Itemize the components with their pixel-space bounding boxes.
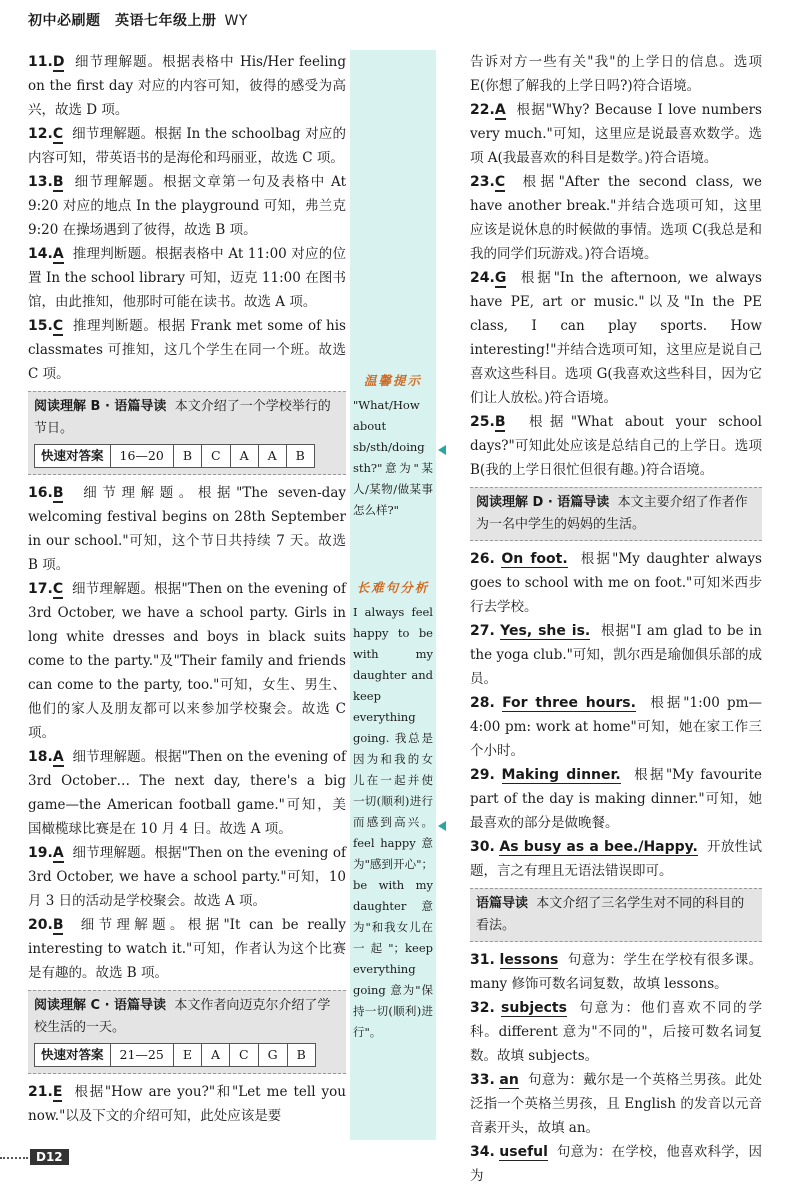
left-column [28,50,346,1128]
page-number: D12 [30,1149,69,1165]
answer-letter: A [52,845,64,861]
answer-letter: A [494,102,506,118]
quick-answer-table-b: 快速对答案 16—20 B C A A B [34,444,315,468]
analysis-text: I always feel happy to be with my daughter and keep everything going. 我总是因为和我的女儿在一起并使一切(顺利)进行而感到高兴。feel happy 意为"感到开心"；be with my daughter 意为"和我女儿在一起"；keep everything going 意为"保持一切(顺利)进行"。 [353,605,433,1039]
answer-letter: G [494,270,507,286]
pointer-arrow-icon [438,445,446,455]
section-reading-b: 阅读理解 B · 语篇导读 本文介绍了一个学校举行的节日。 快速对答案 16—20 B C A A B [28,391,346,475]
answer-letter: A [52,246,64,262]
answer-17: 17.C 细节理解题。根据"Then on the evening of 3rd October, we have a school party. Girls in long white dresses and boys in black suits come to the party."及"Their family and friends can come to the party, too."可知，女生、男生、他们的家人及朋友都可以来参加学校聚会。故选 C 项。 [28,581,346,741]
answer-24: 24.G 根据"In the afternoon, we always have PE, art or music."以及"In the PE class, I can play sports. How interesting!"并结合选项可知，这里应是说自己喜欢这些科目。选项 G(我喜欢这些科目，因为它们让人放松。)符合语境。 [470,270,762,406]
answer-letter: B [52,917,64,933]
answer-letter: C [494,174,506,190]
answer-26: 26. On foot. 根据"My daughter always goes to school with me on foot."可知米西步行去学校。 [470,551,762,615]
sidebar-notes [350,50,436,1140]
answer-18: 18.A 细节理解题。根据"Then on the evening of 3rd October… The next day, there's a big game—the American football game."可知，美国橄榄球比赛是在 10 月 4 日。故选 A 项。 [28,749,346,837]
answer-word: useful [499,1144,548,1160]
answer-13: 13.B 细节理解题。根据文章第一句及表格中 At 9:20 对应的地点 In the playground 可知，弗兰克 9:20 在操场遇到了彼得，故选 B 项。 [28,174,346,238]
answer-12: 12.C 细节理解题。根据 In the schoolbag 对应的内容可知，带英语书的是海伦和玛丽亚，故选 C 项。 [28,126,346,166]
answer-14: 14.A 推理判断题。根据表格中 At 11:00 对应的位置 In the school library 可知，迈克 11:00 在图书馆，由此推知，他那时可能在读书。故选 A 项。 [28,246,346,310]
footer-dots [0,1157,28,1159]
answer-letter: C [52,318,64,334]
analysis-title: 长难句分析 [356,580,430,595]
answer-letter: D [52,54,65,70]
answer-letter: C [52,126,64,142]
right-column [470,50,762,1188]
tip-title: 温馨提示 [363,373,422,388]
answer-21: 21.E 根据"How are you?"和"Let me tell you now."以及下文的介绍可知，此处应该是要 [28,1084,346,1124]
answer-letter: B [494,414,506,430]
answer-23: 23.C 根据"After the second class, we have another break."并结合选项可知，这里应该是说休息的时候做的事情。选项 C(我总是和我的同学们玩游戏。)符合语境。 [470,174,762,262]
answer-29: 29. Making dinner. 根据"My favourite part of the day is making dinner."可知，她最喜欢的部分是做晚餐。 [470,767,762,831]
answer-15: 15.C 推理判断题。根据 Frank met some of his classmates 可推知，这几个学生在同一个班。故选 C 项。 [28,318,346,382]
answer-letter: B [52,174,64,190]
answer-21-continued: 告诉对方一些有关"我"的上学日的信息。选项 E(你想了解我的上学日吗?)符合语境。 [470,54,762,94]
answer-28: 28. For three hours. 根据"1:00 pm—4:00 pm: work at home"可知，她在家工作三个小时。 [470,695,762,759]
answer-word: lessons [499,952,559,968]
answer-11: 11.D 细节理解题。根据表格中 His/Her feeling on the first day 对应的内容可知，彼得的感受为高兴，故选 D 项。 [28,54,346,118]
answer-phrase: Making dinner. [501,767,621,783]
answer-27: 27. Yes, she is. 根据"I am glad to be in the yoga club."可知，凯尔西是瑜伽俱乐部的成员。 [470,623,762,687]
book-title: 初中必刷题 英语七年级上册 [28,13,217,29]
answer-letter: C [52,581,64,597]
answer-letter: A [52,749,64,765]
quick-answer-table-c: 快速对答案 21—25 E A C G B [34,1043,316,1067]
answer-19: 19.A 细节理解题。根据"Then on the evening of 3rd October, we have a school party."可知，10 月 3 日的活动是学校聚会。故选 A 项。 [28,845,346,909]
answer-word: subjects [501,1000,567,1016]
section-reading-c: 阅读理解 C · 语篇导读 本文作者向迈克尔介绍了学校生活的一天。 快速对答案 21—25 E A C G B [28,990,346,1074]
answer-phrase: As busy as a bee./Happy. [499,839,698,855]
section-passage-guide: 语篇导读 本文介绍了三名学生对不同的科目的看法。 [470,888,762,942]
answer-22: 22.A 根据"Why? Because I love numbers very much."可知，这里应是说最喜欢数学。选项 A(我最喜欢的科目是数学。)符合语境。 [470,102,762,166]
answer-31: 31. lessons 句意为：学生在学校有很多课。many 修饰可数名词复数，故填 lessons。 [470,952,763,992]
tip-text: "What/How about sb/sth/doing sth?"意为"某人/某物/做某事怎么样?" [353,398,433,517]
answer-32: 32. subjects 句意为：他们喜欢不同的学科。different 意为"不同的"，后接可数名词复数。故填 subjects。 [470,1000,763,1064]
answer-word: an [499,1072,519,1088]
answer-16: 16.B 细节理解题。根据"The seven-day welcoming festival begins on 28th September in our school."可知，这个节日共持续 7 天。故选 B 项。 [28,485,346,573]
answer-33: 33. an 句意为：戴尔是一个英格兰男孩。此处泛指一个英格兰男孩，且 English 的发音以元音音素开头，故填 an。 [470,1072,762,1136]
pointer-arrow-icon [438,821,446,831]
answer-phrase: For three hours. [502,695,636,711]
answer-25: 25.B 根据"What about your school days?"可知此处应该是总结自己的上学日。选项 B(我的上学日很忙但很有趣。)符合语境。 [470,414,762,478]
answer-20: 20.B 细节理解题。根据"It can be really interesting to watch it."可知，作者认为这个比赛是有趣的。故选 B 项。 [28,917,346,981]
answer-letter: B [52,485,64,501]
book-series: WY [224,13,248,29]
section-reading-d: 阅读理解 D · 语篇导读 本文主要介绍了作者作为一名中学生的妈妈的生活。 [470,487,762,541]
answer-phrase: On foot. [501,551,568,567]
answer-30: 30. As busy as a bee./Happy. 开放性试题，言之有理且无语法错误即可。 [470,839,762,879]
page-header [28,10,248,30]
answer-phrase: Yes, she is. [500,623,591,639]
answer-letter: E [52,1084,63,1100]
answer-34: 34. useful 句意为：在学校，他喜欢科学，因为 [470,1144,762,1184]
